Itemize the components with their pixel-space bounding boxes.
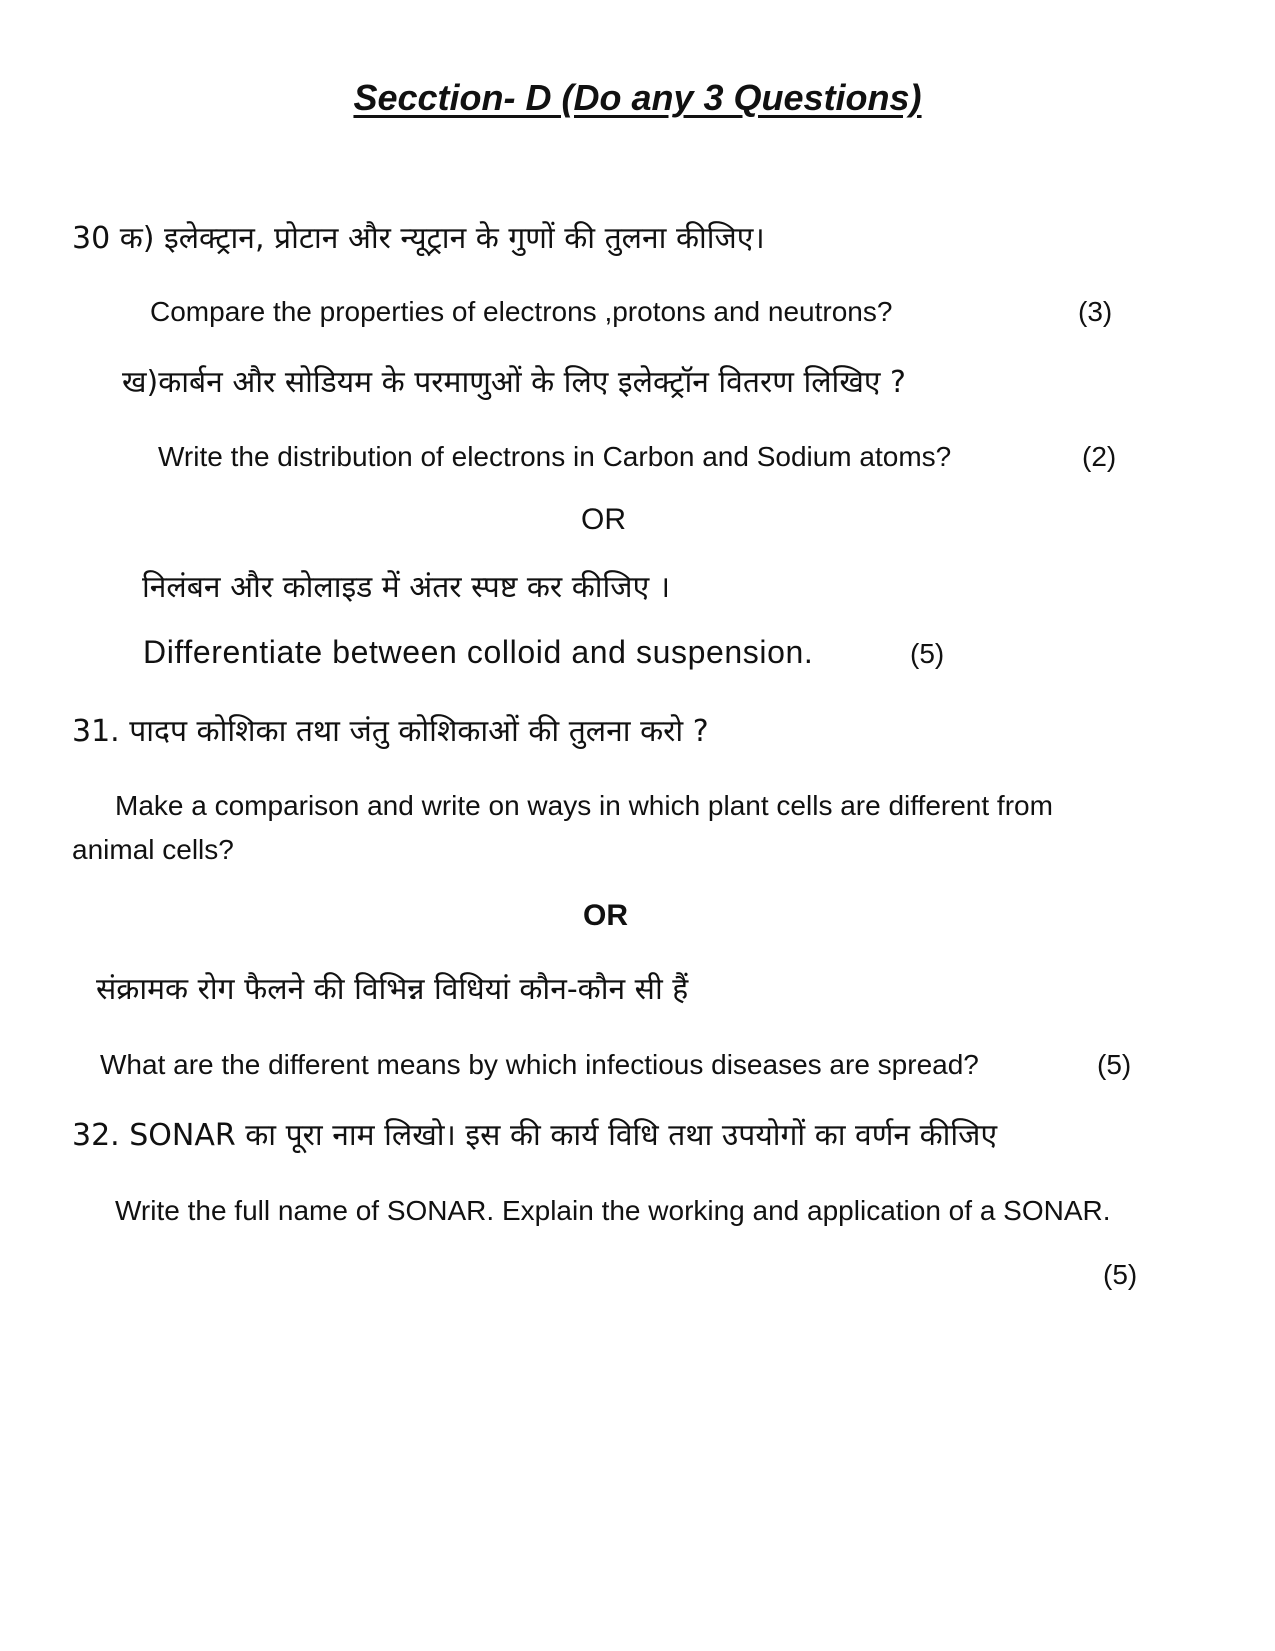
q30-a-english: Compare the properties of electrons ,protons and neutrons? — [150, 296, 893, 327]
q31-english-line1: Make a comparison and write on ways in which plant cells are different from — [115, 790, 1053, 821]
q30-b-english: Write the distribution of electrons in Carbon and Sodium atoms? — [158, 441, 952, 472]
q31-alt-english: What are the different means by which infectious diseases are spread? — [100, 1049, 979, 1080]
section-title: Secction- D (Do any 3 Questions) — [353, 77, 922, 118]
q31-or-label: OR — [583, 899, 628, 932]
q30-or-label: OR — [581, 503, 626, 536]
q32-hindi: 32. SONAR का पूरा नाम लिखो। इस की कार्य विधि तथा उपयोगों का वर्णन कीजिए — [72, 1118, 998, 1153]
q32-english: Write the full name of SONAR. Explain the working and application of a SONAR. — [115, 1195, 1111, 1226]
q32-marks: (5) — [1103, 1259, 1138, 1290]
q31-alt-marks: (5) — [1097, 1049, 1132, 1080]
q30-b-hindi: ख)कार्बन और सोडियम के परमाणुओं के लिए इलेक्ट्रॉन वितरण लिखिए ? — [122, 365, 906, 400]
q30-b-marks: (2) — [1082, 441, 1117, 472]
q31-alt-hindi: संक्रामक रोग फैलने की विभिन्न विधियां कौन-कौन सी हैं — [96, 972, 689, 1007]
q30-a-marks: (3) — [1078, 296, 1113, 327]
q31-hindi: 31. पादप कोशिका तथा जंतु कोशिकाओं की तुलना करो ? — [72, 714, 709, 749]
q30-alt-english: Differentiate between colloid and suspension. — [143, 634, 814, 670]
q30-alt-hindi: निलंबन और कोलाइड में अंतर स्पष्ट कर कीजिए । — [142, 570, 671, 605]
q30-a-hindi: 30 क) इलेक्ट्रान, प्रोटान और न्यूट्रान के गुणों की तुलना कीजिए। — [72, 221, 765, 256]
q30-alt-marks: (5) — [910, 638, 945, 669]
q31-english-line2: animal cells? — [72, 834, 234, 865]
